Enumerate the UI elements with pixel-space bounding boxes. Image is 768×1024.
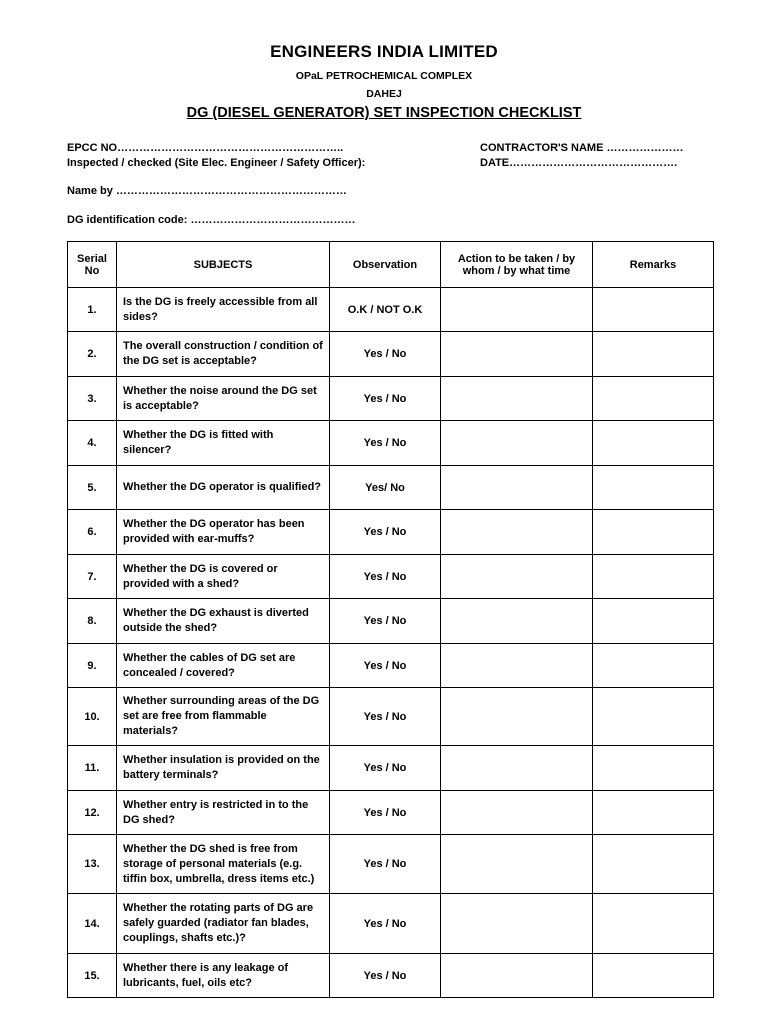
table-row [68, 421, 714, 466]
observation-cell[interactable]: Yes / No [330, 421, 441, 466]
remarks-cell[interactable] [593, 954, 714, 998]
remarks-cell[interactable] [593, 688, 714, 746]
serial-no-cell: 6. [68, 510, 117, 555]
action-cell[interactable] [441, 954, 593, 998]
action-cell[interactable] [441, 688, 593, 746]
observation-cell[interactable]: Yes / No [330, 599, 441, 644]
action-cell[interactable] [441, 894, 593, 954]
observation-cell[interactable]: Yes / No [330, 644, 441, 688]
action-cell[interactable] [441, 421, 593, 466]
table-row [68, 288, 714, 332]
observation-cell[interactable]: Yes / No [330, 332, 441, 377]
serial-no-cell: 2. [68, 332, 117, 377]
observation-header: Observation [330, 242, 441, 288]
table-row [68, 510, 714, 555]
serial-no-cell: 3. [68, 377, 117, 421]
org-title: ENGINEERS INDIA LIMITED [270, 42, 498, 61]
serial-no-header: Serial No [68, 242, 117, 288]
serial-no-cell: 4. [68, 421, 117, 466]
remarks-cell[interactable] [593, 644, 714, 688]
action-cell[interactable] [441, 835, 593, 894]
observation-cell[interactable]: Yes / No [330, 894, 441, 954]
table-row [68, 599, 714, 644]
table-row [68, 332, 714, 377]
subject-cell: Whether the DG is fitted with silencer? [117, 421, 330, 466]
remarks-header: Remarks [593, 242, 714, 288]
dg-identification-code-field: DG identification code: ……………………………………… [67, 214, 356, 226]
action-cell[interactable] [441, 377, 593, 421]
action-cell[interactable] [441, 555, 593, 599]
subject-cell: Whether the rotating parts of DG are safely guarded (radiator fan blades, couplings, shafts etc.)? [117, 894, 330, 954]
inspection-checklist-table [67, 241, 714, 998]
observation-cell[interactable]: Yes / No [330, 688, 441, 746]
subject-cell: Whether the DG shed is free from storage of personal materials (e.g. tiffin box, umbrella, dress items etc.) [117, 835, 330, 894]
epcc-no-field: EPCC NO…………………………………………………….. [67, 142, 344, 154]
name-by-field: Name by ……………………………………………………… [67, 185, 347, 197]
remarks-cell[interactable] [593, 466, 714, 510]
remarks-cell[interactable] [593, 746, 714, 791]
action-cell[interactable] [441, 791, 593, 835]
remarks-cell[interactable] [593, 510, 714, 555]
remarks-cell[interactable] [593, 288, 714, 332]
document-title: DG (DIESEL GENERATOR) SET INSPECTION CHECKLIST [186, 105, 582, 121]
serial-no-cell: 15. [68, 954, 117, 998]
observation-cell[interactable]: O.K / NOT O.K [330, 288, 441, 332]
table-row [68, 555, 714, 599]
remarks-cell[interactable] [593, 377, 714, 421]
subject-cell: Whether there is any leakage of lubricants, fuel, oils etc? [117, 954, 330, 998]
table-row [68, 688, 714, 746]
table-header-row [68, 242, 714, 288]
table-row [68, 954, 714, 998]
action-cell[interactable] [441, 599, 593, 644]
remarks-cell[interactable] [593, 555, 714, 599]
serial-no-cell: 1. [68, 288, 117, 332]
table-row [68, 894, 714, 954]
table-row [68, 835, 714, 894]
remarks-cell[interactable] [593, 421, 714, 466]
subject-cell: Whether the cables of DG set are concealed / covered? [117, 644, 330, 688]
observation-cell[interactable]: Yes / No [330, 954, 441, 998]
subject-cell: Whether insulation is provided on the battery terminals? [117, 746, 330, 791]
observation-cell[interactable]: Yes / No [330, 791, 441, 835]
serial-no-cell: 13. [68, 835, 117, 894]
observation-cell[interactable]: Yes / No [330, 746, 441, 791]
date-field: DATE………………………………………. [480, 157, 678, 169]
subject-cell: Whether the DG exhaust is diverted outside the shed? [117, 599, 330, 644]
subject-cell: Whether the DG operator is qualified? [117, 466, 330, 510]
table-row [68, 377, 714, 421]
serial-no-cell: 10. [68, 688, 117, 746]
remarks-cell[interactable] [593, 791, 714, 835]
action-cell[interactable] [441, 746, 593, 791]
subject-cell: Whether entry is restricted in to the DG shed? [117, 791, 330, 835]
remarks-cell[interactable] [593, 835, 714, 894]
action-header: Action to be taken / by whom / by what time [441, 242, 593, 288]
table-row [68, 746, 714, 791]
table-row [68, 466, 714, 510]
table-row [68, 791, 714, 835]
serial-no-cell: 8. [68, 599, 117, 644]
serial-no-cell: 5. [68, 466, 117, 510]
table-row [68, 644, 714, 688]
observation-cell[interactable]: Yes / No [330, 555, 441, 599]
serial-no-cell: 12. [68, 791, 117, 835]
action-cell[interactable] [441, 644, 593, 688]
inspected-by-field: Inspected / checked (Site Elec. Engineer / Safety Officer): [67, 157, 366, 169]
observation-cell[interactable]: Yes / No [330, 377, 441, 421]
serial-no-cell: 9. [68, 644, 117, 688]
action-cell[interactable] [441, 332, 593, 377]
subject-cell: The overall construction / condition of the DG set is acceptable? [117, 332, 330, 377]
serial-no-cell: 11. [68, 746, 117, 791]
subject-cell: Whether the DG is covered or provided with a shed? [117, 555, 330, 599]
observation-cell[interactable]: Yes / No [330, 510, 441, 555]
serial-no-cell: 7. [68, 555, 117, 599]
remarks-cell[interactable] [593, 599, 714, 644]
subject-cell: Is the DG is freely accessible from all sides? [117, 288, 330, 332]
subject-cell: Whether the noise around the DG set is acceptable? [117, 377, 330, 421]
serial-no-cell: 14. [68, 894, 117, 954]
site-name: OPaL PETROCHEMICAL COMPLEX [295, 70, 473, 82]
subject-cell: Whether surrounding areas of the DG set are free from flammable materials? [117, 688, 330, 746]
contractor-name-field: CONTRACTOR'S NAME ………………… [480, 142, 684, 154]
subjects-header: SUBJECTS [117, 242, 330, 288]
remarks-cell[interactable] [593, 332, 714, 377]
action-cell[interactable] [441, 466, 593, 510]
action-cell[interactable] [441, 288, 593, 332]
observation-cell[interactable]: Yes/ No [330, 466, 441, 510]
action-cell[interactable] [441, 510, 593, 555]
remarks-cell[interactable] [593, 894, 714, 954]
location-name: DAHEJ [366, 88, 402, 100]
subject-cell: Whether the DG operator has been provided with ear-muffs? [117, 510, 330, 555]
observation-cell[interactable]: Yes / No [330, 835, 441, 894]
